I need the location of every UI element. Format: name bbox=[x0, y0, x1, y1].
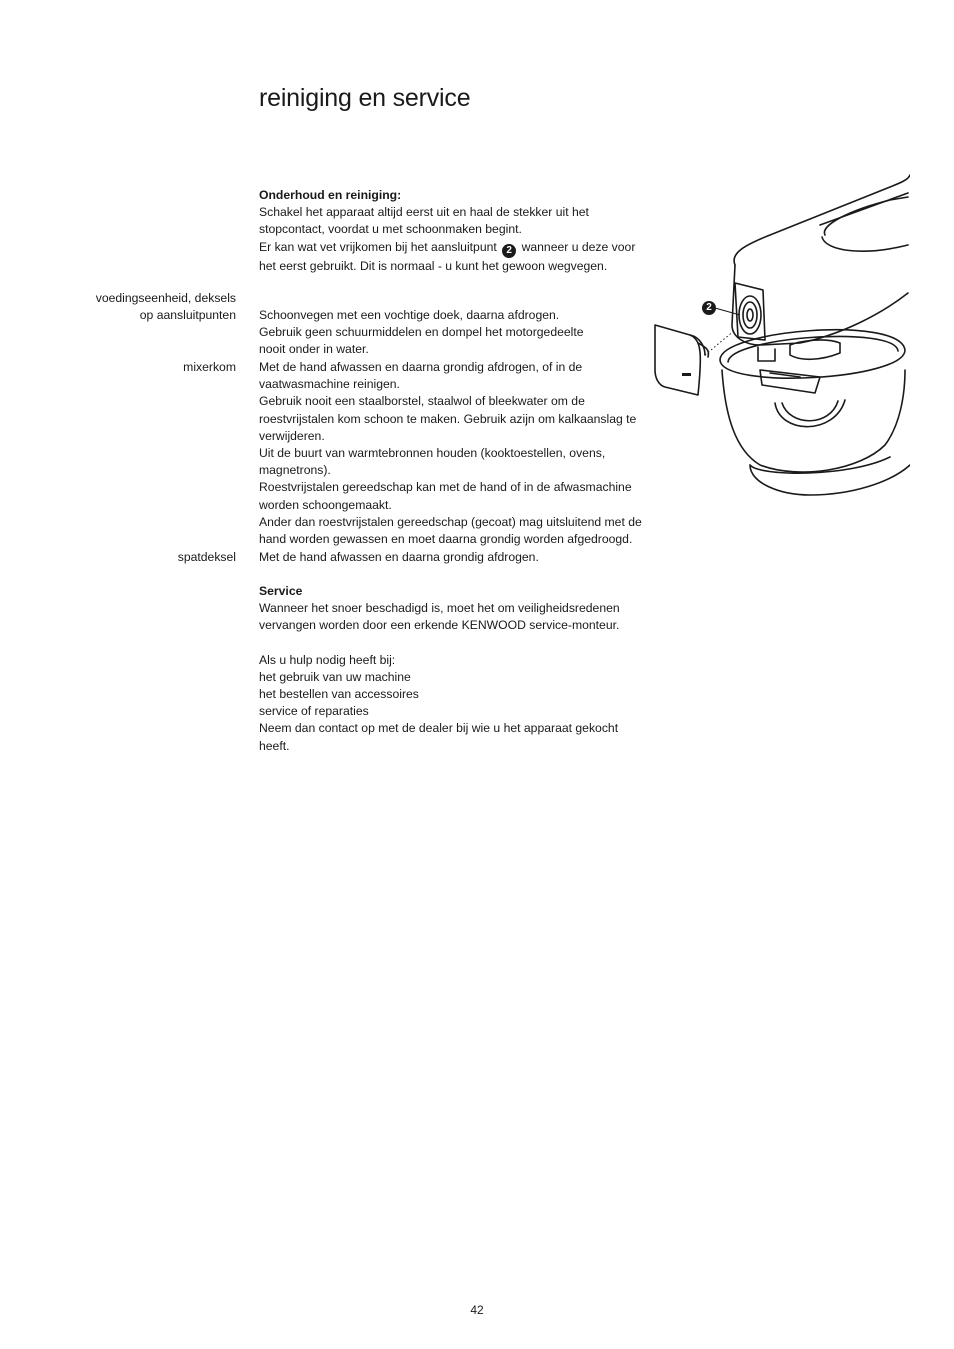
bowl-line-6: Uit de buurt van warmtebronnen houden (kooktoestellen, ovens, bbox=[259, 446, 606, 461]
page-number: 42 bbox=[470, 1303, 484, 1317]
service-line-2: vervangen worden door een erkende KENWOOD service-monteur. bbox=[259, 618, 620, 633]
page-title: reiniging en service bbox=[259, 84, 471, 112]
label-splash-guard: spatdeksel bbox=[177, 550, 236, 564]
maintenance-fat-line-2: het eerst gebruikt. Dit is normaal - u kunt het gewoon wegvegen. bbox=[259, 258, 608, 273]
unit-line-3: nooit onder in water. bbox=[259, 342, 369, 357]
service-heading: Service bbox=[259, 584, 303, 598]
bowl-text bbox=[259, 359, 699, 548]
maintenance-intro-2: stopcontact, voordat u met schoonmaken begint. bbox=[259, 222, 522, 237]
label-power-unit bbox=[96, 290, 236, 324]
help-line-5: Neem dan contact op met de dealer bij wie u het apparaat gekocht bbox=[259, 721, 619, 736]
bowl-line-2: vaatwasmachine reinigen. bbox=[259, 377, 400, 392]
label-bowl: mixerkom bbox=[183, 360, 236, 374]
maintenance-fat-line bbox=[259, 239, 699, 258]
label-power-unit-line1: voedingseenheid, deksels bbox=[95, 291, 236, 305]
help-line-6: heeft. bbox=[259, 738, 290, 753]
power-unit-text bbox=[259, 307, 699, 359]
bowl-line-5: verwijderen. bbox=[259, 428, 325, 443]
bowl-line-8: Roestvrijstalen gereedschap kan met de hand of in de afwasmachine bbox=[259, 480, 632, 495]
bowl-line-9: worden schoongemaakt. bbox=[259, 497, 392, 512]
callout-2-badge: 2 bbox=[502, 244, 516, 258]
unit-line-2: Gebruik geen schuurmiddelen en dompel het motorgedeelte bbox=[259, 325, 584, 340]
bowl-line-7: magnetrons). bbox=[259, 463, 331, 478]
fat-line-before: Er kan wat vet vrijkomen bij het aansluitpunt bbox=[259, 239, 497, 254]
bowl-line-4: roestvrijstalen kom schoon te maken. Gebruik azijn om kalkaanslag te bbox=[259, 411, 637, 426]
service-line-1: Wanneer het snoer beschadigd is, moet het om veiligheidsredenen bbox=[259, 601, 620, 616]
figure-callout-2: 2 bbox=[702, 301, 716, 315]
splash-line: Met de hand afwassen en daarna grondig afdrogen. bbox=[259, 550, 539, 564]
splash-text bbox=[259, 549, 699, 566]
help-line-1: Als u hulp nodig heeft bij: bbox=[259, 652, 396, 667]
bowl-line-1: Met de hand afwassen en daarna grondig afdrogen, of in de bbox=[259, 360, 583, 374]
label-power-unit-line2: op aansluitpunten bbox=[139, 308, 236, 323]
maintenance-section bbox=[259, 187, 699, 275]
bowl-line-3: Gebruik nooit een staalborstel, staalwol of bleekwater om de bbox=[259, 394, 585, 409]
bowl-line-10: Ander dan roestvrijstalen gereedschap (gecoat) mag uitsluitend met de bbox=[259, 514, 642, 529]
help-line-3: het bestellen van accessoires bbox=[259, 687, 419, 702]
maintenance-intro-1: Schakel het apparaat altijd eerst uit en haal de stekker uit het bbox=[259, 205, 589, 220]
maintenance-heading: Onderhoud en reiniging: bbox=[259, 188, 402, 202]
mixer-illustration bbox=[650, 165, 910, 500]
help-line-4: service of reparaties bbox=[259, 704, 369, 719]
fat-line-after: wanneer u deze voor bbox=[521, 239, 636, 254]
service-section bbox=[259, 583, 699, 755]
help-line-2: het gebruik van uw machine bbox=[259, 669, 411, 684]
service-spacer bbox=[259, 635, 699, 652]
unit-line-1: Schoonvegen met een vochtige doek, daarna afdrogen. bbox=[259, 308, 560, 322]
bowl-line-11: hand worden gewassen en moet daarna grondig worden afgedroogd. bbox=[259, 532, 633, 547]
